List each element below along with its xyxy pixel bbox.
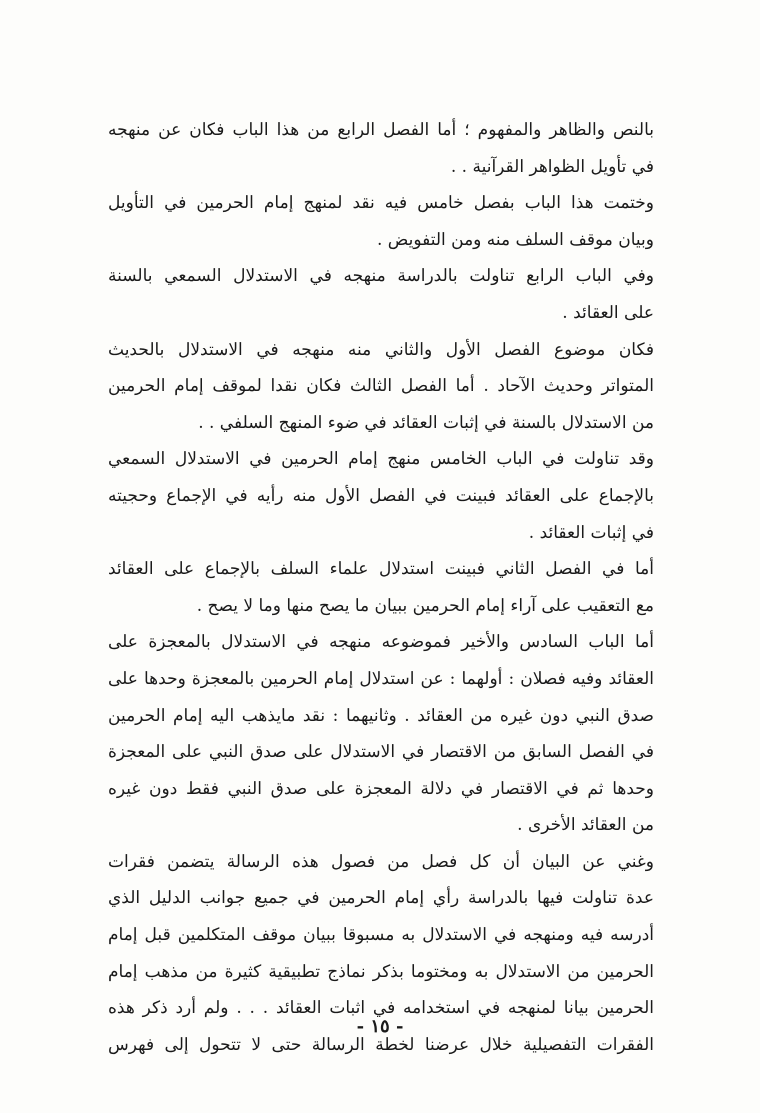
text-line: وبيان موقف السلف منه ومن التفويض . bbox=[376, 229, 654, 250]
page-number: - ١٥ - bbox=[356, 1016, 404, 1037]
text-line: الفقرات التفصيلية خلال عرضنا لخطة الرسالة حتى لا تتحول إلى فهرس bbox=[108, 1034, 654, 1055]
text-line: بالإجماع على العقائد فبينت في الفصل الأول منه رأيه في الإجماع وحجيته bbox=[108, 485, 654, 506]
text-line: أدرسه فيه ومنهجه في الاستدلال به مسبوقا ببيان موقف المتكلمين قبل إمام bbox=[108, 925, 654, 946]
text-line: وحدها ثم في الاقتصار في دلالة المعجزة على صدق النبي فقط دون غيره bbox=[108, 778, 654, 799]
text-line: الحرمين بيانا لمنهجه في استخدامه في اثبات العقائد . . . ولم أرد ذكر هذه bbox=[108, 998, 654, 1019]
text-line: فكان موضوع الفصل الأول والثاني منه منهجه في الاستدلال بالحديث bbox=[108, 339, 654, 360]
text-line: أما الباب السادس والأخير فموضوعه منهجه في الاستدلال بالمعجزة على bbox=[108, 632, 654, 653]
text-line: وغني عن البيان أن كل فصل من فصول هذه الرسالة يتضمن فقرات bbox=[108, 851, 654, 872]
text-line: في الفصل السابق من الاقتصار في الاستدلال على صدق النبي على المعجزة bbox=[108, 742, 654, 763]
text-line: في إثبات العقائد . bbox=[528, 522, 654, 543]
text-line: وفي الباب الرابع تناولت بالدراسة منهجه في الاستدلال السمعي بالسنة bbox=[108, 266, 654, 287]
text-line: المتواتر وحديث الآحاد . أما الفصل الثالث فكان نقدا لموقف إمام الحرمين bbox=[108, 376, 654, 397]
text-line: من العقائد الأخرى . bbox=[517, 815, 654, 836]
body-text bbox=[108, 112, 654, 1063]
text-line: من الاستدلال بالسنة في إثبات العقائد في ضوء المنهج السلفي . . bbox=[198, 412, 654, 433]
text-line: العقائد وفيه فصلان : أولهما : عن استدلال إمام الحرمين بالمعجزة وحدها على bbox=[108, 668, 654, 689]
text-line: الحرمين من الاستدلال به ومختوما بذكر نماذج تطبيقية كثيرة من مذهب إمام bbox=[108, 961, 654, 982]
text-line: وقد تناولت في الباب الخامس منهج إمام الحرمين في الاستدلال السمعي bbox=[108, 449, 654, 470]
text-line: في تأويل الظواهر القرآنية . . bbox=[450, 156, 654, 177]
text-line: على العقائد . bbox=[562, 302, 654, 323]
text-line: وختمت هذا الباب بفصل خامس فيه نقد لمنهج إمام الحرمين في التأويل bbox=[108, 193, 654, 214]
text-line: صدق النبي دون غيره من العقائد . وثانيهما : نقد مايذهب اليه إمام الحرمين bbox=[108, 705, 654, 726]
text-line: عدة تناولت فيها بالدراسة رأي إمام الحرمين في جميع جوانب الدليل الذي bbox=[108, 888, 654, 909]
text-line: مع التعقيب على آراء إمام الحرمين ببيان ما يصح منها وما لا يصح . bbox=[196, 595, 654, 616]
text-line: بالنص والظاهر والمفهوم ؛ أما الفصل الرابع من هذا الباب فكان عن منهجه bbox=[108, 120, 654, 140]
text-line: أما في الفصل الثاني فبينت استدلال علماء السلف بالإجماع على العقائد bbox=[108, 559, 654, 580]
